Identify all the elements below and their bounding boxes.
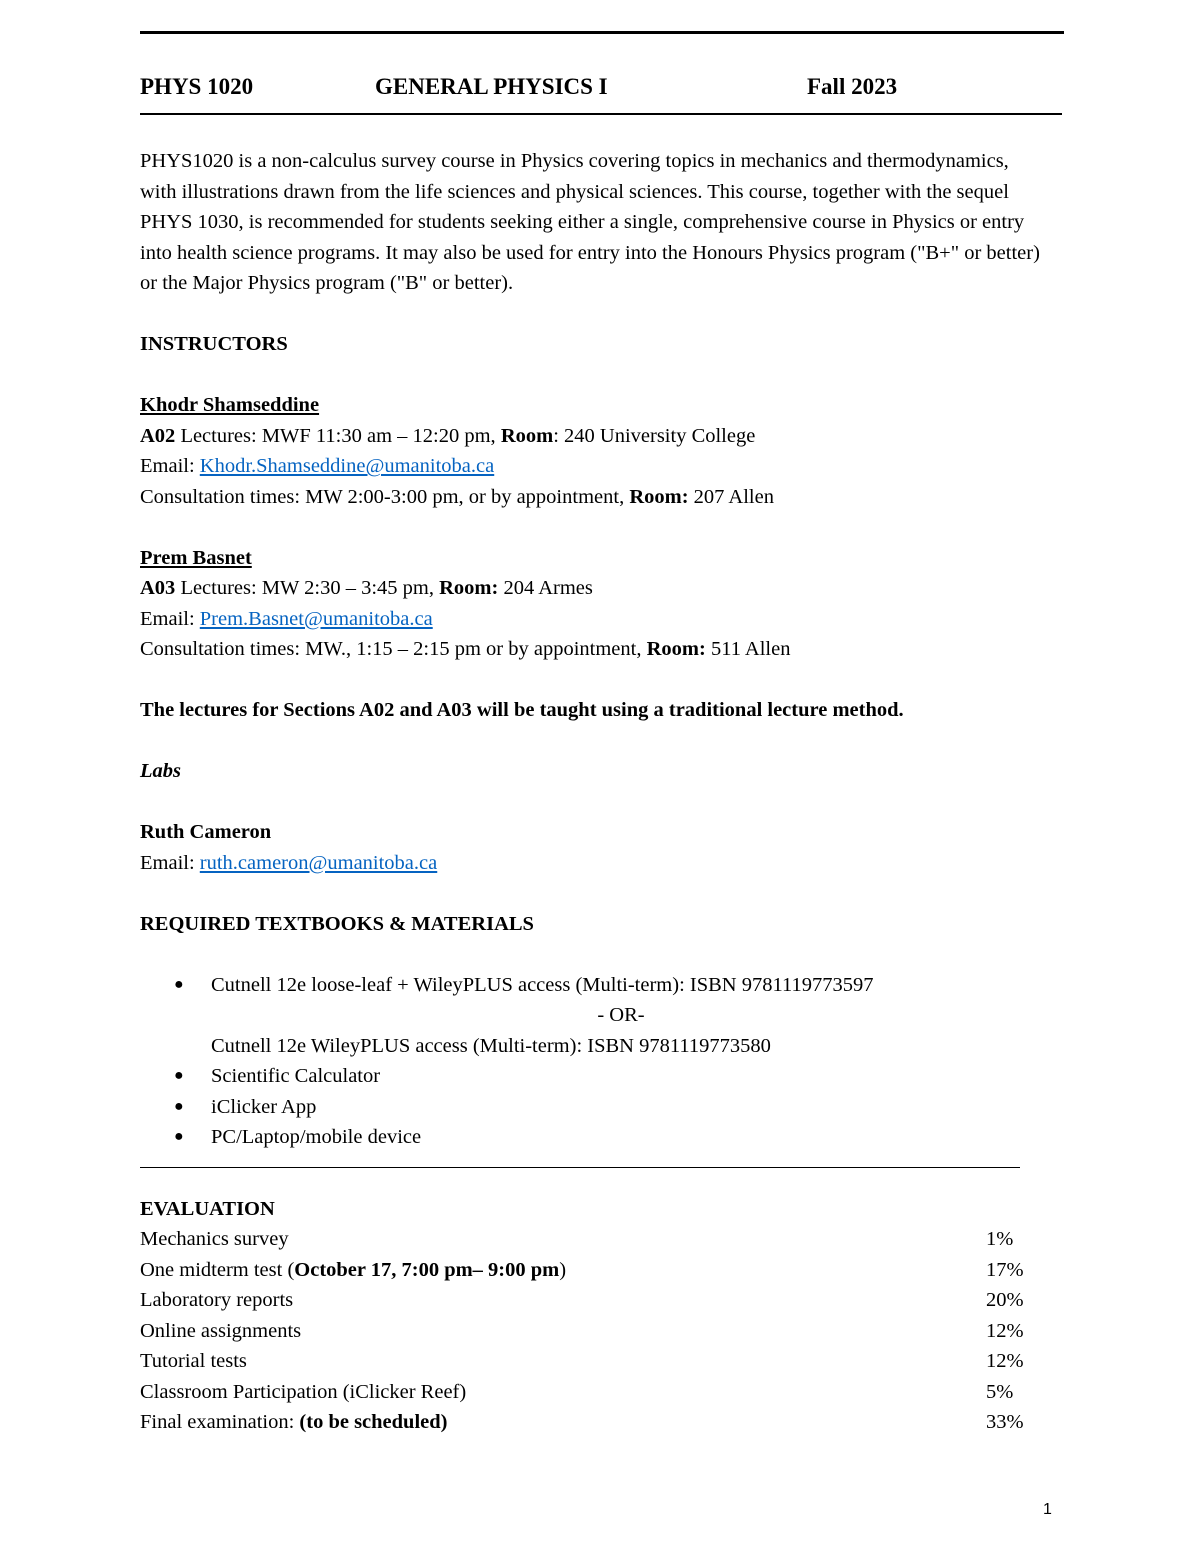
evaluation-weight: 17%	[986, 1258, 1024, 1281]
evaluation-label: Mechanics survey	[140, 1228, 289, 1250]
course-code: PHYS 1020	[140, 74, 254, 99]
list-item-alternative: Cutnell 12e WileyPLUS access (Multi-term): ISBN 9781119773580	[211, 1034, 771, 1057]
top-rule	[140, 31, 1064, 34]
bullet-icon: ●	[174, 1097, 184, 1115]
instructor-name: Prem Basnet	[140, 546, 252, 569]
evaluation-row	[140, 1224, 1060, 1255]
labs-heading: Labs	[140, 760, 181, 782]
evaluation-row	[140, 1377, 1060, 1408]
evaluation-row	[140, 1346, 1060, 1377]
instructor-lectures: A02 Lectures: MWF 11:30 am – 12:20 pm, Room: 240 University College	[140, 424, 756, 447]
materials-list	[140, 1061, 1060, 1153]
evaluation-weight: 12%	[986, 1350, 1024, 1372]
evaluation-heading: EVALUATION	[140, 1197, 275, 1220]
course-description: PHYS1020 is a non-calculus survey course in Physics covering topics in mechanics and thermodynamics, with illustrations drawn from the life sciences and physical sciences. This course, together with the sequel PHYS 1030, is recommended for students seeking either a single, comprehensive course in Physics or entry into health science programs. It may also be used for entry into the Honours Physics program ("B+" or better) or the Major Physics program ("B" or better).	[140, 150, 1040, 294]
materials-list	[140, 970, 1060, 1001]
instructor-email: Email: Prem.Basnet@umanitoba.ca	[140, 607, 433, 630]
instructor-consultation: Consultation times: MW., 1:15 – 2:15 pm or by appointment, Room: 511 Allen	[140, 638, 791, 660]
evaluation-label: Classroom Participation (iClicker Reef)	[140, 1380, 467, 1403]
evaluation-row	[140, 1255, 1060, 1286]
list-item: ● Cutnell 12e loose-leaf + WileyPLUS access (Multi-term): ISBN 9781119773597	[140, 970, 1060, 1001]
page-number: 1	[1043, 1501, 1052, 1518]
instructor-lectures: A03 Lectures: MW 2:30 – 3:45 pm, Room: 204 Armes	[140, 577, 593, 599]
section-code: A02	[140, 424, 176, 447]
email-link[interactable]: Khodr.Shamseddine@umanitoba.ca	[199, 455, 495, 477]
instructors-heading: INSTRUCTORS	[140, 333, 288, 355]
evaluation-weight: 1%	[986, 1228, 1014, 1250]
evaluation-row	[140, 1407, 1060, 1438]
evaluation-weight: 5%	[986, 1380, 1014, 1403]
header-rule	[140, 113, 1062, 115]
evaluation-label: Tutorial tests	[140, 1350, 247, 1372]
email-link[interactable]: Prem.Basnet@umanitoba.ca	[199, 607, 433, 630]
bullet-icon: ●	[174, 975, 184, 993]
evaluation-weight: 12%	[986, 1319, 1024, 1342]
course-title: GENERAL PHYSICS I	[375, 74, 608, 99]
instructor-name: Khodr Shamseddine	[140, 394, 320, 416]
email-link[interactable]: ruth.cameron@umanitoba.ca	[199, 851, 438, 874]
instructor-email: Email: Khodr.Shamseddine@umanitoba.ca	[140, 455, 495, 477]
lab-instructor-name: Ruth Cameron	[140, 821, 272, 843]
evaluation-row	[140, 1285, 1060, 1316]
instructor-consultation: Consultation times: MW 2:00-3:00 pm, or by appointment, Room: 207 Allen	[140, 485, 774, 508]
document-body	[140, 146, 1060, 1438]
lab-instructor-email: Email: ruth.cameron@umanitoba.ca	[140, 851, 438, 874]
list-item: ● Scientific Calculator	[140, 1061, 1060, 1092]
section-divider	[140, 1167, 1020, 1170]
evaluation-label: Laboratory reports	[140, 1289, 294, 1311]
evaluation-label: One midterm test (October 17, 7:00 pm– 9:00 pm)	[140, 1258, 567, 1281]
list-item: ● PC/Laptop/mobile device	[140, 1122, 1060, 1153]
list-item: ● iClicker App	[140, 1092, 1060, 1123]
section-code: A03	[140, 577, 176, 599]
evaluation-weight: 20%	[986, 1289, 1024, 1311]
or-separator: - OR-	[597, 1004, 645, 1026]
evaluation-label: Online assignments	[140, 1319, 302, 1342]
evaluation-weight: 33%	[986, 1411, 1024, 1433]
evaluation-label: Final examination: (to be scheduled)	[140, 1411, 448, 1433]
materials-heading: REQUIRED TEXTBOOKS & MATERIALS	[140, 912, 534, 935]
course-term: Fall 2023	[807, 74, 898, 99]
course-header	[140, 70, 1064, 104]
lecture-method-note: The lectures for Sections A02 and A03 will be taught using a traditional lecture method.	[140, 699, 904, 721]
bullet-icon: ●	[174, 1128, 184, 1145]
evaluation-row	[140, 1316, 1060, 1347]
bullet-icon: ●	[174, 1067, 184, 1084]
